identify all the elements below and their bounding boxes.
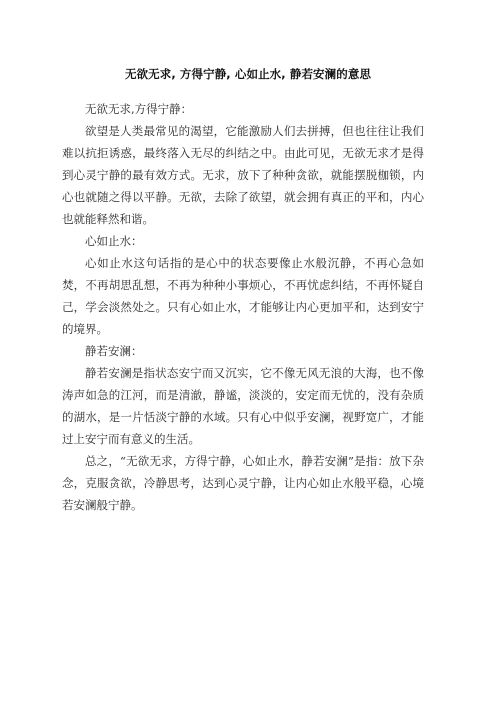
paragraph-calm-waves: 静若安澜是指状态安宁而又沉实，它不像无风无浪的大海，也不像涛声如急的江河，而是清澈，静谧，淡淡的，安定而无忧的，没有杂质的湖水，是一片恬淡宁静的水域。只有心中似乎安澜，视野宽广，才能过上安宁而有意义的生活。	[62, 366, 424, 446]
paragraph-still-water: 心如止水这句话指的是心中的状态要像止水般沉静，不再心急如焚，不再胡思乱想，不再为种种小事烦心，不再忧虑纠结，不再怀疑自己，学会淡然处之。只有心如止水，才能够让内心更加平和，达到安宁的境界。	[62, 256, 424, 336]
section-heading-calm-waves: 静若安澜：	[85, 344, 143, 358]
paragraph-no-desire: 欲望是人类最常见的渴望，它能激励人们去拼搏，但也往往让我们难以抗拒诱惑，最终落入无尽的纠结之中。由此可见，无欲无求才是得到心灵宁静的最有效方式。无求，放下了种种贪欲，就能摆脱枷锁，内心也就随之得以平静。无欲，去除了欲望，就会拥有真正的平和，内心也就能释然和谐。	[62, 124, 424, 226]
paragraph-conclusion: 总之，“无欲无求，方得宁静，心如止水，静若安澜”是指：放下杂念，克服贪欲，冷静思考，达到心灵宁静，让内心如止水般平稳，心境若安澜般宁静。	[62, 454, 424, 512]
section-heading-no-desire: 无欲无求,方得宁静：	[85, 102, 193, 116]
document-title: 无欲无求, 方得宁静, 心如止水, 静若安澜的意思	[124, 67, 372, 81]
section-heading-still-water: 心如止水：	[85, 234, 143, 248]
document-body	[62, 98, 424, 516]
